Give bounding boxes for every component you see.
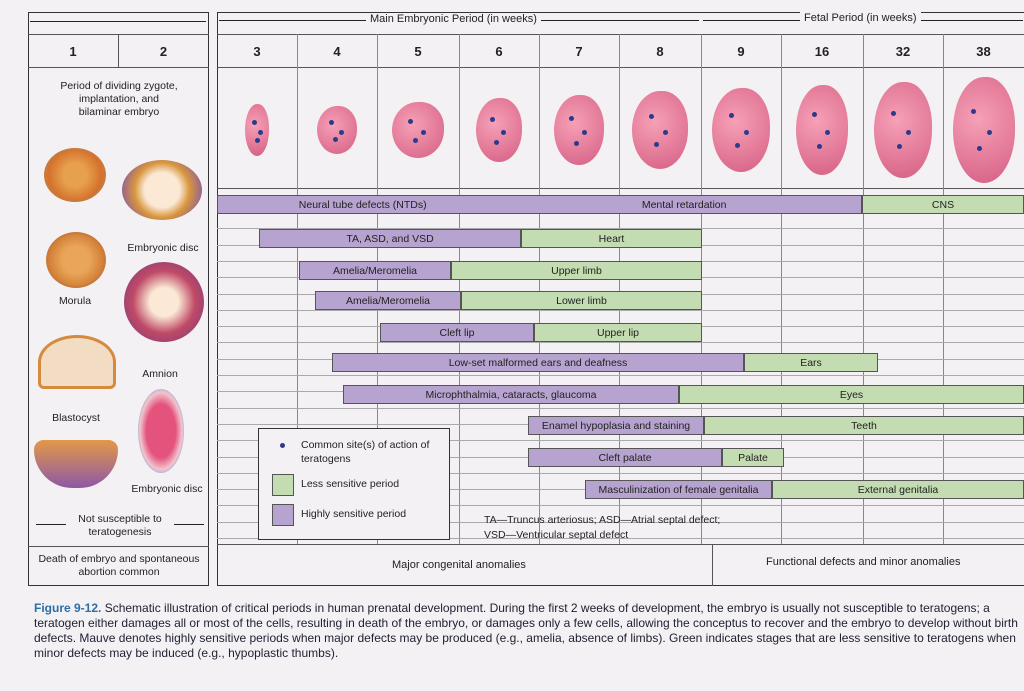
embryo-week-32-image — [874, 82, 932, 178]
embryo-week-5-image — [392, 102, 444, 158]
main-period-label: Main Embryonic Period (in weeks) — [366, 13, 541, 25]
column-line — [459, 34, 460, 544]
legend-high-swatch — [272, 504, 294, 526]
left-divider — [118, 34, 119, 68]
caption-text: Schematic illustration of critical periods in human prenatal development. During the first 2 weeks of development, the embryo is usually not susceptible to teratogens; a teratogen either damages all or most of the cells, resulting in death of the embryo, or damages only a few cells, allowing the conceptus to recover and the embryo to develop without birth defects. Mauve denotes highly sensitive periods when major defects may be produced (e.g., amelia, absence of limbs). Green indicates stages that are less sensitive to teratogens when minor defects may be induced (e.g., hypoplastic thumbs). — [34, 601, 1018, 660]
grid-row-line — [217, 375, 1024, 376]
bar-label: Masculinization of female genitalia — [586, 481, 771, 498]
footer-functional: Functional defects and minor anomalies — [766, 556, 961, 568]
amnion-image — [138, 389, 184, 473]
week-label-6: 6 — [495, 44, 503, 59]
teratogen-site-dot — [582, 130, 587, 135]
column-line — [539, 34, 540, 544]
bar-label: Amelia/Meromelia — [300, 262, 450, 279]
footer-divider — [712, 544, 713, 586]
bar-label: Eyes — [680, 386, 1023, 403]
legend-less-swatch — [272, 474, 294, 496]
less-sensitive-bar — [534, 323, 702, 342]
death-text: Death of embryo and spontaneous abortion common — [38, 553, 200, 578]
less-sensitive-bar — [704, 416, 1024, 435]
image-row-bottom — [217, 188, 1024, 189]
embryo-week-9-image — [712, 88, 770, 172]
highly-sensitive-bar — [528, 448, 722, 467]
legend-common-sites: Common site(s) of action of teratogens — [301, 439, 430, 465]
embryo-week-7-image — [554, 95, 604, 165]
footer-top-line — [217, 544, 1024, 545]
column-line — [781, 34, 782, 544]
column-line — [943, 34, 944, 544]
bar-label: Microphthalmia, cataracts, glaucoma — [344, 386, 678, 403]
week-label-3: 3 — [253, 44, 261, 59]
bar-label: TA, ASD, and VSD — [260, 230, 520, 247]
amnion-label: Amnion — [142, 368, 178, 380]
less-sensitive-bar — [521, 229, 702, 248]
teratogen-site-dot — [408, 119, 413, 124]
teratogen-site-dot — [252, 120, 257, 125]
highly-sensitive-bar — [585, 480, 772, 499]
bar-label: Enamel hypoplasia and staining — [529, 417, 703, 434]
week-label-32: 32 — [895, 44, 911, 59]
legend-less-sensitive: Less sensitive period — [301, 478, 400, 490]
week-label-8: 8 — [656, 44, 664, 59]
bar-label: Upper lip — [535, 324, 701, 341]
weeks-1-2-arrow — [30, 21, 206, 22]
highly-sensitive-bar — [217, 195, 862, 214]
column-line — [701, 34, 702, 544]
bar-label: Upper limb — [452, 262, 701, 279]
zygote-image — [44, 148, 106, 202]
embryo-week-3-image — [245, 104, 269, 156]
week-label-38: 38 — [976, 44, 991, 59]
teratogen-site-dot — [825, 130, 830, 135]
bar-label: External genitalia — [773, 481, 1023, 498]
column-line — [619, 34, 620, 544]
teratogen-site-dot — [663, 130, 668, 135]
embryo-week-16-image — [796, 85, 848, 175]
embryo-week-4-image — [317, 106, 357, 154]
fetal-period-label: Fetal Period (in weeks) — [800, 12, 921, 24]
column-line — [863, 34, 864, 544]
morula-image — [46, 232, 106, 288]
week-label-9: 9 — [737, 44, 745, 59]
bar-label: Mental retardation — [507, 196, 861, 213]
legend-site-dot — [280, 443, 285, 448]
less-sensitive-bar — [722, 448, 784, 467]
embryonic-disc-image-1 — [122, 160, 202, 220]
teratogen-site-dot — [812, 112, 817, 117]
grid-row-line — [217, 310, 1024, 311]
embryonic-disc-label-1: Embryonic disc — [127, 242, 199, 254]
highly-sensitive-bar — [343, 385, 679, 404]
embryo-week-8-image — [632, 91, 688, 169]
teratogen-site-dot — [339, 130, 344, 135]
embryonic-disc-label-2: Embryonic disc — [131, 483, 203, 495]
death-row-top — [28, 546, 209, 547]
abbrev-line-2: VSD—Ventricular septal defect — [484, 529, 629, 541]
abbrev-line-1: TA—Truncus arteriosus; ASD—Atrial septal defect; — [484, 514, 721, 526]
week-label-16: 16 — [814, 44, 830, 59]
embryo-week-6-image — [476, 98, 522, 162]
week-label-1: 1 — [69, 44, 77, 59]
bar-label: Ears — [745, 354, 877, 371]
less-sensitive-bar — [862, 195, 1024, 214]
teratogen-site-dot — [255, 138, 260, 143]
less-sensitive-bar — [772, 480, 1024, 499]
legend-highly-sensitive: Highly sensitive period — [301, 508, 407, 520]
teratogen-site-dot — [574, 141, 579, 146]
bar-label: Amelia/Meromelia — [316, 292, 460, 309]
week-row-top-main — [217, 34, 1024, 35]
bar-label: Palate — [723, 449, 783, 466]
bar-label: Cleft lip — [381, 324, 533, 341]
teratogen-site-dot — [569, 116, 574, 121]
grid-row-line — [217, 342, 1024, 343]
highly-sensitive-bar — [380, 323, 534, 342]
bar-label: Lower limb — [462, 292, 701, 309]
teratogen-site-dot — [744, 130, 749, 135]
less-sensitive-bar — [451, 261, 702, 280]
week-label-2: 2 — [159, 44, 168, 59]
embryo-week-38-image — [953, 77, 1015, 183]
highly-sensitive-bar — [259, 229, 521, 248]
teratogen-site-dot — [906, 130, 911, 135]
highly-sensitive-bar — [332, 353, 744, 372]
footer-major: Major congenital anomalies — [392, 559, 526, 571]
embryonic-disc-image-2 — [124, 262, 204, 342]
week-label-4: 4 — [333, 44, 341, 59]
bar-label: Cleft palate — [529, 449, 721, 466]
bar-label: Teeth — [705, 417, 1023, 434]
bar-label: Low-set malformed ears and deafness — [333, 354, 743, 371]
week-label-5: 5 — [414, 44, 422, 59]
teratogen-site-dot — [971, 109, 976, 114]
less-sensitive-bar — [461, 291, 702, 310]
week-label-7: 7 — [575, 44, 583, 59]
teratogen-site-dot — [490, 117, 495, 122]
not-susceptible-text: Not susceptible to teratogenesis — [66, 513, 174, 539]
highly-sensitive-bar — [528, 416, 704, 435]
highly-sensitive-bar — [299, 261, 451, 280]
bar-label: CNS — [863, 196, 1023, 213]
morula-label: Morula — [58, 295, 92, 307]
teratogen-site-dot — [421, 130, 426, 135]
blastocyst-image — [38, 335, 116, 389]
week-row-bottom-main — [217, 67, 1024, 68]
grid-row-line — [217, 408, 1024, 409]
caption-figure-number: Figure 9-12. — [34, 601, 102, 615]
teratogen-site-dot — [987, 130, 992, 135]
teratogen-site-dot — [817, 144, 822, 149]
blastocyst-label: Blastocyst — [52, 412, 100, 424]
bar-label: Heart — [522, 230, 701, 247]
bar-label: Neural tube defects (NTDs) — [218, 196, 507, 213]
teratogen-site-dot — [735, 143, 740, 148]
highly-sensitive-bar — [315, 291, 461, 310]
period-text: Period of dividing zygote, implantation, and bilaminar embryo — [60, 80, 178, 118]
figure-caption — [34, 601, 1024, 661]
less-sensitive-bar — [744, 353, 878, 372]
less-sensitive-bar — [679, 385, 1024, 404]
